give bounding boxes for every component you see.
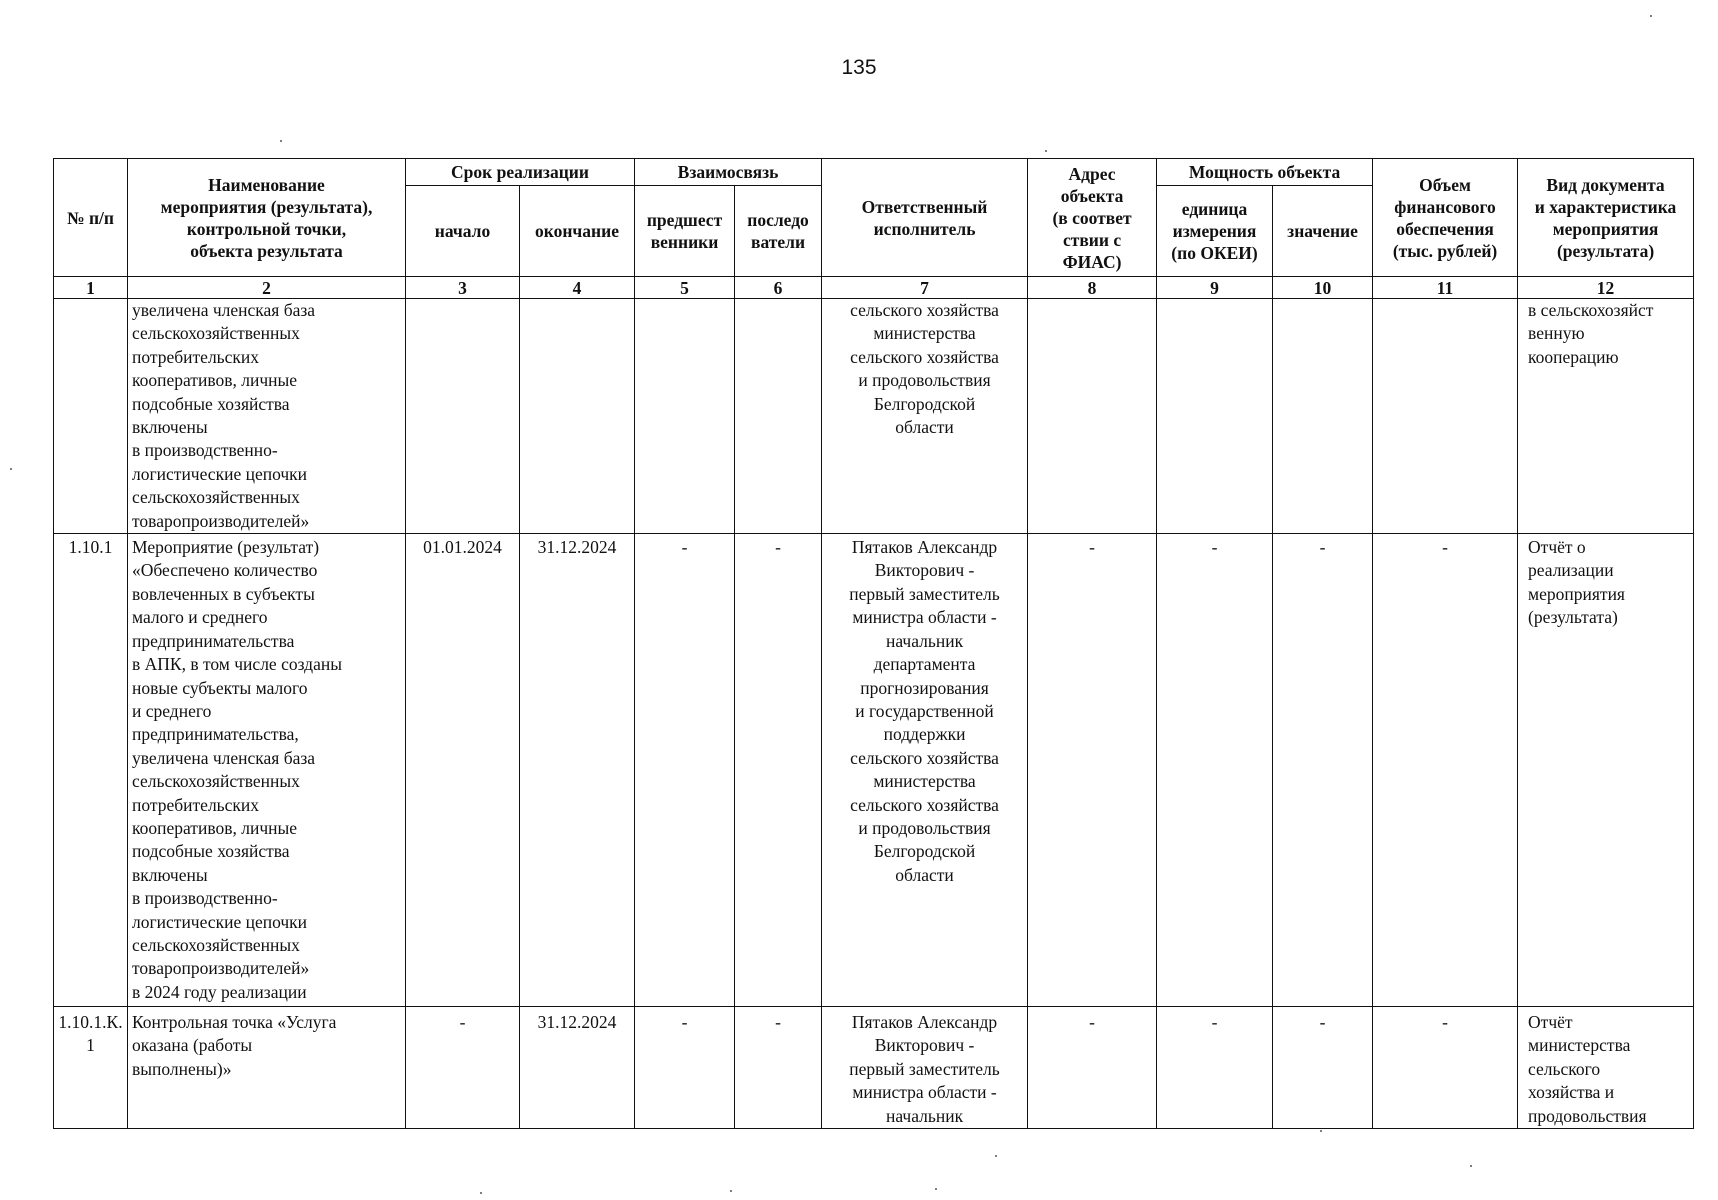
text-line: Мероприятие (результат) [132, 537, 320, 558]
text-line: Белгородской [873, 841, 976, 862]
text-line: - [681, 1012, 688, 1033]
text-line: и продовольствия [858, 817, 991, 838]
scan-speck [1045, 150, 1047, 152]
successors-cell [735, 534, 822, 1007]
text-line: (по ОКЕИ) [1171, 243, 1258, 263]
row-number-cell [54, 1007, 128, 1129]
text-line: товаропроизводителей» [132, 958, 310, 979]
text-line: единица [1181, 199, 1248, 219]
document-cell [1518, 1007, 1694, 1129]
column-numbers-row [54, 277, 1694, 299]
text-line: - [1319, 1012, 1326, 1033]
text-line: ствии с [1062, 229, 1122, 250]
scan-speck [995, 1155, 997, 1157]
predecessors-cell [635, 534, 735, 1007]
text-line: (результата) [1556, 240, 1655, 261]
successors-cell [735, 1007, 822, 1129]
value-cell [1273, 1007, 1373, 1129]
column-number-8: 8 [1028, 277, 1157, 299]
text-line: продовольствия [1528, 1105, 1647, 1126]
text-line: сельскохозяйственных [132, 323, 300, 344]
text-line: Викторович - [874, 1035, 975, 1056]
text-line: (результата) [1528, 607, 1618, 628]
text-line: и продовольствия [858, 370, 991, 391]
text-line: Наименование [208, 174, 325, 195]
text-line: - [1442, 1012, 1448, 1033]
column-number-1: 1 [54, 277, 128, 299]
text-line: - [1089, 1012, 1095, 1033]
text-line: в 2024 году реализации [132, 981, 307, 1002]
text-line: поддержки [883, 724, 966, 745]
row-number-cell [54, 299, 128, 534]
address-cell [1028, 1007, 1157, 1129]
column-number-7: 7 [822, 277, 1028, 299]
text-line: венную [1528, 323, 1585, 344]
text-line: - [1211, 537, 1218, 558]
header-start: начало [406, 186, 520, 277]
table-row [54, 1007, 1694, 1129]
text-line: сельскохозяйственных [132, 771, 300, 792]
text-line: - [681, 537, 688, 558]
header-value: значение [1273, 186, 1373, 277]
header-responsible [822, 159, 1028, 277]
text-line: последо [747, 210, 809, 230]
text-line: предпринимательства, [132, 724, 299, 745]
text-line: сельского хозяйства [850, 747, 999, 768]
header-term-group: Срок реализации [406, 159, 635, 186]
table-row [54, 534, 1694, 1007]
text-line: увеличена членская база [132, 747, 316, 768]
end-date-cell [520, 1007, 635, 1129]
text-line: Пятаков Александр [851, 537, 998, 558]
successors-cell [735, 299, 822, 534]
text-line: ФИАС) [1062, 251, 1122, 272]
text-line: в производственно- [132, 888, 278, 909]
text-line: «Обеспечено количество [132, 560, 318, 581]
text-line: - [1319, 537, 1326, 558]
header-document [1518, 159, 1694, 277]
text-line: 1.10.1 [68, 537, 113, 558]
text-line: логистические цепочки [132, 463, 308, 484]
address-cell [1028, 534, 1157, 1007]
event-name-cell [128, 1007, 406, 1129]
text-line: объекта результата [190, 240, 343, 261]
text-line: Объем [1419, 174, 1471, 195]
event-name-cell [128, 299, 406, 534]
text-line: ватели [751, 232, 806, 252]
text-line: и характеристика [1534, 196, 1677, 217]
text-line: - [1089, 537, 1095, 558]
text-line: министерства [873, 323, 976, 344]
text-line: венники [650, 232, 719, 252]
predecessors-cell [635, 299, 735, 534]
header-name [128, 159, 406, 277]
column-number-9: 9 [1157, 277, 1273, 299]
header-link-group: Взаимосвязь [635, 159, 822, 186]
text-line: 01.01.2024 [423, 537, 502, 558]
responsible-cell [822, 299, 1028, 534]
document-cell [1518, 534, 1694, 1007]
text-line: в АПК, в том числе созданы [132, 654, 342, 675]
text-line: выполнены)» [132, 1058, 232, 1079]
responsible-cell [822, 534, 1028, 1007]
text-line: первый заместитель [849, 583, 1000, 604]
text-line: предпринимательства [132, 630, 295, 651]
text-line: Отчёт о [1528, 537, 1586, 558]
text-line: Отчёт [1528, 1012, 1573, 1033]
header-finance [1373, 159, 1518, 277]
start-date-cell [406, 534, 520, 1007]
text-line: сельскохозяйственных [132, 934, 300, 955]
text-line: области [895, 864, 954, 885]
text-line: сельского хозяйства [850, 300, 999, 320]
text-line: товаропроизводителей» [132, 510, 310, 531]
table-row [54, 299, 1694, 534]
column-number-3: 3 [406, 277, 520, 299]
scan-speck [1470, 1165, 1472, 1167]
text-line: сельского [1528, 1058, 1601, 1079]
text-line: - [1442, 537, 1448, 558]
text-line: прогнозирования [860, 677, 989, 698]
column-number-12: 12 [1518, 277, 1694, 299]
document-cell [1518, 299, 1694, 534]
text-line: логистические цепочки [132, 911, 308, 932]
text-line: мероприятия (результата), [160, 196, 373, 217]
text-line: Контрольная точка «Услуга [132, 1012, 337, 1033]
text-line: объекта [1060, 185, 1124, 206]
text-line: подсобные хозяйства [132, 841, 290, 862]
header-number: № п/п [54, 159, 128, 277]
text-line: подсобные хозяйства [132, 393, 290, 414]
unit-cell [1157, 299, 1273, 534]
text-line: и государственной [855, 700, 994, 721]
text-line: потребительских [132, 346, 260, 367]
header-capacity-group: Мощность объекта [1157, 159, 1373, 186]
text-line: увеличена членская база [132, 300, 316, 320]
text-line: (в соответ [1052, 207, 1132, 228]
text-line: и среднего [132, 700, 212, 721]
text-line: 1.10.1.К. [58, 1012, 123, 1033]
scan-speck [480, 1192, 482, 1194]
end-date-cell [520, 299, 635, 534]
text-line: предшест [646, 210, 723, 230]
column-number-5: 5 [635, 277, 735, 299]
scan-speck [730, 1190, 732, 1192]
text-line: обеспечения [1396, 218, 1494, 239]
text-line: оказана (работы [132, 1035, 253, 1056]
text-line: 31.12.2024 [537, 537, 617, 558]
text-line: Викторович - [874, 560, 975, 581]
text-line: кооперацию [1528, 346, 1619, 367]
text-line: вовлеченных в субъекты [132, 583, 315, 604]
text-line: 1 [86, 1035, 95, 1056]
column-number-6: 6 [735, 277, 822, 299]
text-line: Адрес [1068, 163, 1116, 184]
text-line: первый заместитель [849, 1058, 1000, 1079]
text-line: области [895, 417, 954, 438]
header-unit [1157, 186, 1273, 277]
event-name-cell [128, 534, 406, 1007]
text-line: Белгородской [873, 393, 976, 414]
text-line: начальник [885, 630, 964, 651]
text-line: исполнитель [873, 218, 976, 239]
scan-speck [10, 468, 12, 470]
finance-cell [1373, 1007, 1518, 1129]
value-cell [1273, 299, 1373, 534]
start-date-cell [406, 299, 520, 534]
text-line: сельского хозяйства [850, 794, 999, 815]
value-cell [1273, 534, 1373, 1007]
scan-speck [935, 1188, 937, 1190]
scan-speck [1320, 1130, 1322, 1132]
text-line: контрольной точки, [186, 218, 347, 239]
text-line: включены [132, 864, 208, 885]
text-line: департамента [873, 654, 976, 675]
text-line: хозяйства и [1528, 1082, 1615, 1103]
text-line: министра области - [852, 1082, 997, 1103]
text-line: министерства [1528, 1035, 1631, 1056]
responsible-cell [822, 1007, 1028, 1129]
text-line: в производственно- [132, 440, 278, 461]
text-line: кооперативов, личные [132, 817, 298, 838]
text-line: в сельскохозяйст [1528, 300, 1654, 320]
text-line: (тыс. рублей) [1392, 240, 1498, 261]
text-line: реализации [1528, 560, 1614, 581]
text-line: потребительских [132, 794, 260, 815]
page-number: 135 [841, 56, 877, 79]
text-line: Ответственный [861, 196, 988, 217]
scan-speck [1650, 15, 1652, 17]
text-line: малого и среднего [132, 607, 268, 628]
events-table [53, 158, 1694, 1129]
text-line: включены [132, 417, 208, 438]
start-date-cell [406, 1007, 520, 1129]
header-address [1028, 159, 1157, 277]
header-predecessors [635, 186, 735, 277]
text-line: мероприятия [1528, 583, 1625, 604]
text-line: начальник [885, 1105, 964, 1126]
scan-speck [280, 140, 282, 142]
column-number-10: 10 [1273, 277, 1373, 299]
text-line: финансового [1394, 196, 1496, 217]
text-line: - [1211, 1012, 1218, 1033]
row-number-cell [54, 534, 128, 1007]
column-number-11: 11 [1373, 277, 1518, 299]
end-date-cell [520, 534, 635, 1007]
text-line: мероприятия [1552, 218, 1659, 239]
text-line: сельскохозяйственных [132, 487, 300, 508]
address-cell [1028, 299, 1157, 534]
text-line: - [775, 1012, 781, 1033]
text-line: сельского хозяйства [850, 346, 999, 367]
text-line: - [775, 537, 781, 558]
unit-cell [1157, 1007, 1273, 1129]
text-line: - [459, 1012, 466, 1033]
header-end: окончание [520, 186, 635, 277]
text-line: измерения [1172, 221, 1257, 241]
predecessors-cell [635, 1007, 735, 1129]
text-line: 31.12.2024 [537, 1012, 617, 1033]
unit-cell [1157, 534, 1273, 1007]
text-line: новые субъекты малого [132, 677, 308, 698]
column-number-2: 2 [128, 277, 406, 299]
finance-cell [1373, 299, 1518, 534]
text-line: Пятаков Александр [851, 1012, 998, 1033]
text-line: министра области - [852, 607, 997, 628]
finance-cell [1373, 534, 1518, 1007]
header-successors [735, 186, 822, 277]
text-line: кооперативов, личные [132, 370, 298, 391]
text-line: Вид документа [1546, 174, 1665, 195]
text-line: министерства [873, 771, 976, 792]
column-number-4: 4 [520, 277, 635, 299]
